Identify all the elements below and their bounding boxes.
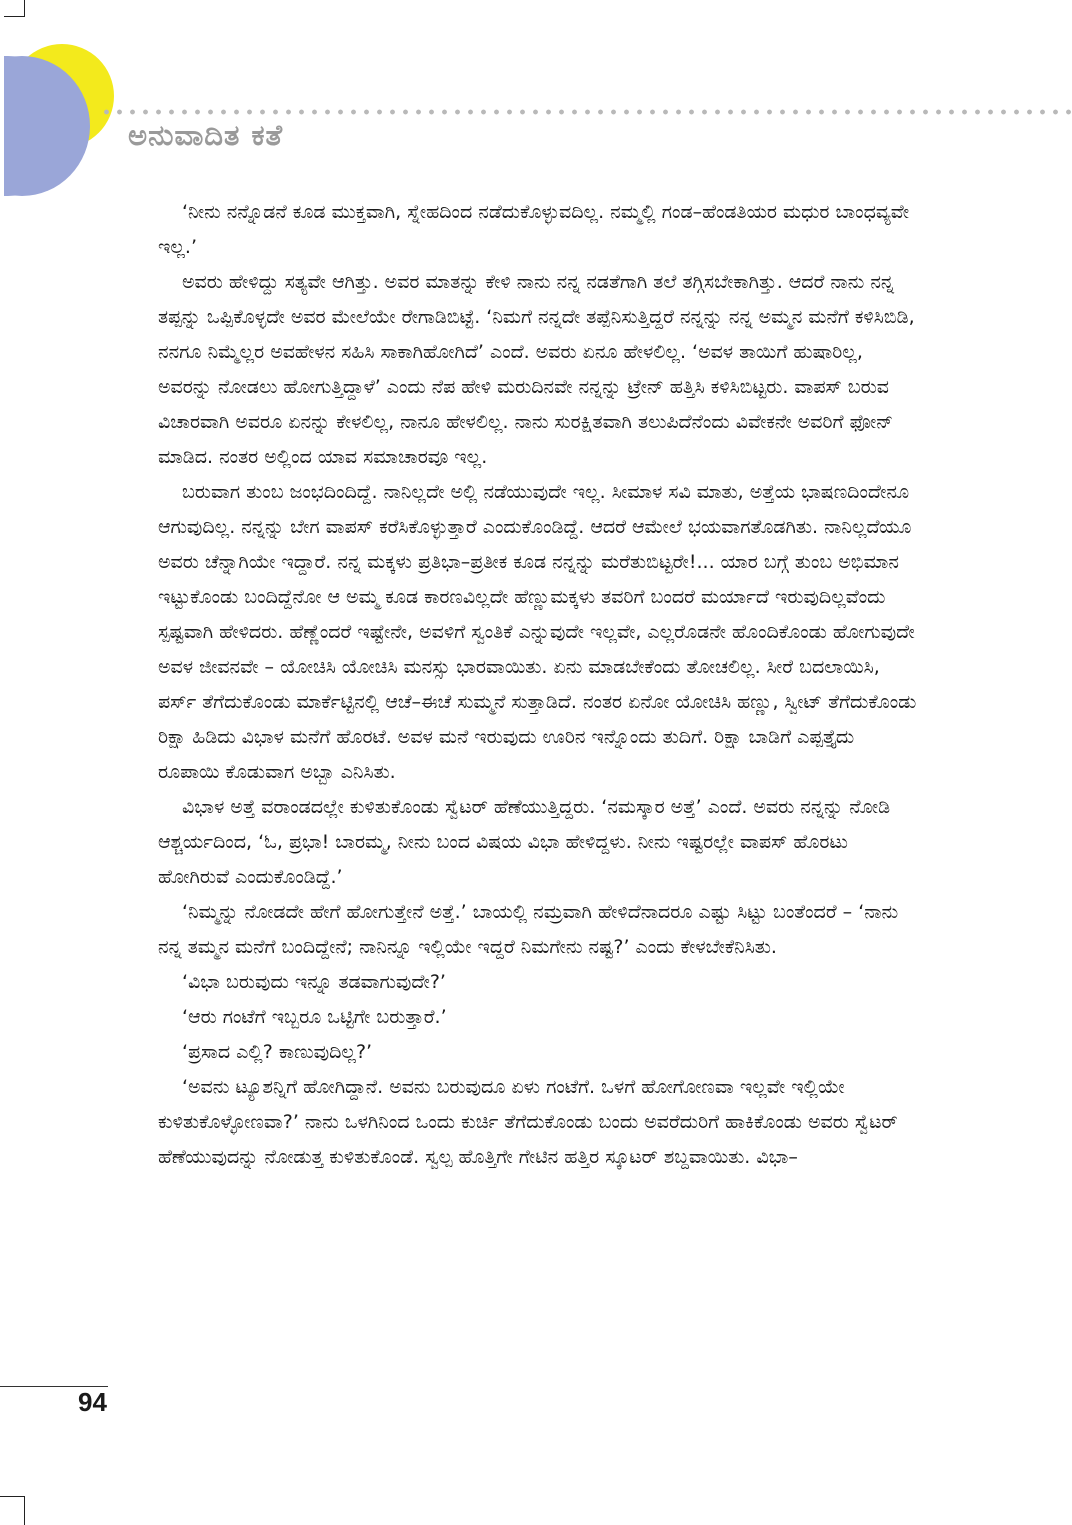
paragraph: ‘ಅವನು ಟ್ಯೂಶನ್ನಿಗೆ ಹೋಗಿದ್ದಾನೆ. ಅವನು ಬರುವುದೂ ಏಳು ಗಂಟೆಗೆ. ಒಳಗೆ ಹೋಗೋಣವಾ ಇಲ್ಲವೇ ಇಲ್ಲಿಯೇ ಕುಳಿತುಕೊಳ್ಳೋಣವಾ?’ ನಾನು ಒಳಗಿನಿಂದ ಒಂದು ಕುರ್ಚಿ ತೆಗೆದುಕೊಂಡು ಬಂದು ಅವರೆದುರಿಗೆ ಹಾಕಿಕೊಂಡು ಅವರು ಸ್ವೆಟರ್ ಹೆಣೆಯುವುದನ್ನು ನೋಡುತ್ತ ಕುಳಿತುಕೊಂಡೆ. ಸ್ವಲ್ಪ ಹೊತ್ತಿಗೇ ಗೇಟಿನ ಹತ್ತಿರ ಸ್ಕೂಟರ್ ಶಬ್ದವಾಯಿತು. ವಿಭಾ– <box>158 1076 898 1168</box>
paragraph: ‘ಆರು ಗಂಟೆಗೆ ಇಬ್ಬರೂ ಒಟ್ಟಿಗೇ ಬರುತ್ತಾರೆ.’ <box>182 1006 447 1028</box>
paragraph: ‘ಪ್ರಸಾದ ಎಲ್ಲಿ? ಕಾಣುವುದಿಲ್ಲ?’ <box>182 1041 373 1063</box>
page-number: 94 <box>78 1387 107 1417</box>
paragraph: ‘ವಿಭಾ ಬರುವುದು ಇನ್ನೂ ತಡವಾಗುವುದೇ?’ <box>182 971 446 993</box>
paragraph: ‘ನೀನು ನನ್ನೊಡನೆ ಕೂಡ ಮುಕ್ತವಾಗಿ, ಸ್ನೇಹದಿಂದ ನಡೆದುಕೊಳ್ಳುವದಿಲ್ಲ. ನಮ್ಮಲ್ಲಿ ಗಂಡ–ಹೆಂಡತಿಯರ ಮಧುರ ಬಾಂಧವ್ಯವೇ ಇಲ್ಲ.’ <box>158 201 910 258</box>
paragraph: ಬರುವಾಗ ತುಂಬ ಜಂಭದಿಂದಿದ್ದೆ. ನಾನಿಲ್ಲದೇ ಅಲ್ಲಿ ನಡೆಯುವುದೇ ಇಲ್ಲ. ಸೀಮಾಳ ಸವಿ ಮಾತು, ಅತ್ತೆಯ ಭಾಷಣದಿಂದೇನೂ ಆಗುವುದಿಲ್ಲ. ನನ್ನನ್ನು ಬೇಗ ವಾಪಸ್ ಕರೆಸಿಕೊಳ್ಳುತ್ತಾರೆ ಎಂದುಕೊಂಡಿದ್ದೆ. ಆದರೆ ಆಮೇಲೆ ಭಯವಾಗತೊಡಗಿತು. ನಾನಿಲ್ಲದೆಯೂ ಅವರು ಚೆನ್ನಾಗಿಯೇ ಇದ್ದಾರೆ. ನನ್ನ ಮಕ್ಕಳು ಪ್ರತಿಭಾ–ಪ್ರತೀಕ ಕೂಡ ನನ್ನನ್ನು ಮರೆತುಬಿಟ್ಟರೇ!... ಯಾರ ಬಗ್ಗೆ ತುಂಬ ಅಭಿಮಾನ ಇಟ್ಟುಕೊಂಡು ಬಂದಿದ್ದೆನೋ ಆ ಅಮ್ಮ ಕೂಡ ಕಾರಣವಿಲ್ಲದೇ ಹೆಣ್ಣುಮಕ್ಕಳು ತವರಿಗೆ ಬಂದರೆ ಮರ್ಯಾದೆ ಇರುವುದಿಲ್ಲವೆಂದು ಸ್ಪಷ್ಟವಾಗಿ ಹೇಳಿದರು. ಹೆಣ್ಣೆಂದರೆ ಇಷ್ಟೇನೇ, ಅವಳಿಗೆ ಸ್ವಂತಿಕೆ ಎನ್ನುವುದೇ ಇಲ್ಲವೇ, ಎಲ್ಲರೊಡನೇ ಹೊಂದಿಕೊಂಡು ಹೋಗುವುದೇ ಅವಳ ಜೀವನವೇ – ಯೋಚಿಸಿ ಯೋಚಿಸಿ ಮನಸ್ಸು ಭಾರವಾಯಿತು. ಏನು ಮಾಡಬೇಕೆಂದು ತೋಚಲಿಲ್ಲ. ಸೀರೆ ಬದಲಾಯಿಸಿ, ಪರ್ಸ್ ತೆಗೆದುಕೊಂಡು ಮಾರ್ಕೆಟ್ಟಿನಲ್ಲಿ ಆಚೆ–ಈಚೆ ಸುಮ್ಮನೆ ಸುತ್ತಾಡಿದೆ. ನಂತರ ಏನೋ ಯೋಚಿಸಿ ಹಣ್ಣು, ಸ್ವೀಟ್ ತೆಗೆದುಕೊಂಡು ರಿಕ್ಷಾ ಹಿಡಿದು ವಿಭಾಳ ಮನೆಗೆ ಹೊರಟೆ. ಅವಳ ಮನೆ ಇರುವುದು ಊರಿನ ಇನ್ನೊಂದು ತುದಿಗೆ. ರಿಕ್ಷಾ ಬಾಡಿಗೆ ಎಪ್ಪತ್ತೈದು ರೂಪಾಯಿ ಕೊಡುವಾಗ ಅಬ್ಬಾ ಎನಿಸಿತು. <box>158 481 917 783</box>
paragraph: ‘ನಿಮ್ಮನ್ನು ನೋಡದೇ ಹೇಗೆ ಹೋಗುತ್ತೇನೆ ಅತ್ತೆ.’ ಬಾಯಲ್ಲಿ ನಮ್ರವಾಗಿ ಹೇಳಿದೆನಾದರೂ ಎಷ್ಟು ಸಿಟ್ಟು ಬಂತೆಂದರೆ – ‘ನಾನು ನನ್ನ ತಮ್ಮನ ಮನೆಗೆ ಬಂದಿದ್ದೇನೆ; ನಾನಿನ್ನೂ ಇಲ್ಲಿಯೇ ಇದ್ದರೆ ನಿಮಗೇನು ನಷ್ಟ?’ ಎಂದು ಕೇಳಬೇಕೆನಿಸಿತು. <box>158 901 899 958</box>
paragraph: ವಿಭಾಳ ಅತ್ತೆ ವರಾಂಡದಲ್ಲೇ ಕುಳಿತುಕೊಂಡು ಸ್ವೆಟರ್ ಹೆಣೆಯುತ್ತಿದ್ದರು. ‘ನಮಸ್ಕಾರ ಅತ್ತೆ’ ಎಂದೆ. ಅವರು ನನ್ನನ್ನು ನೋಡಿ ಆಶ್ಚರ್ಯದಿಂದ, ‘ಓ, ಪ್ರಭಾ! ಬಾರಮ್ಮ, ನೀನು ಬಂದ ವಿಷಯ ವಿಭಾ ಹೇಳಿದ್ದಳು. ನೀನು ಇಷ್ಟರಲ್ಲೇ ವಾಪಸ್ ಹೊರಟು ಹೋಗಿರುವೆ ಎಂದುಕೊಂಡಿದ್ದೆ.’ <box>158 796 891 888</box>
decorative-circles <box>0 0 130 210</box>
crop-mark-bottom-v <box>24 1496 25 1525</box>
dotted-rule <box>100 108 1072 116</box>
section-title: ಅನುವಾದಿತ ಕತೆ <box>128 118 284 152</box>
story-text <box>158 195 918 1175</box>
crop-mark-bottom-h <box>0 1496 24 1497</box>
paragraph: ಅವರು ಹೇಳಿದ್ದು ಸತ್ಯವೇ ಆಗಿತ್ತು. ಅವರ ಮಾತನ್ನು ಕೇಳಿ ನಾನು ನನ್ನ ನಡತೆಗಾಗಿ ತಲೆ ತಗ್ಗಿಸಬೇಕಾಗಿತ್ತು. ಆದರೆ ನಾನು ನನ್ನ ತಪ್ಪನ್ನು ಒಪ್ಪಿಕೊಳ್ಳದೇ ಅವರ ಮೇಲೆಯೇ ರೇಗಾಡಿಬಿಟ್ಟೆ. ‘ನಿಮಗೆ ನನ್ನದೇ ತಪ್ಪೆನಿಸುತ್ತಿದ್ದರೆ ನನ್ನನ್ನು ನನ್ನ ಅಮ್ಮನ ಮನೆಗೆ ಕಳಿಸಿಬಿಡಿ, ನನಗೂ ನಿಮ್ಮೆಲ್ಲರ ಅವಹೇಳನ ಸಹಿಸಿ ಸಾಕಾಗಿಹೋಗಿದೆ’ ಎಂದೆ. ಅವರು ಏನೂ ಹೇಳಲಿಲ್ಲ. ‘ಅವಳ ತಾಯಿಗೆ ಹುಷಾರಿಲ್ಲ, ಅವರನ್ನು ನೋಡಲು ಹೋಗುತ್ತಿದ್ದಾಳೆ’ ಎಂದು ನೆಪ ಹೇಳಿ ಮರುದಿನವೇ ನನ್ನನ್ನು ಟ್ರೇನ್ ಹತ್ತಿಸಿ ಕಳಿಸಿಬಿಟ್ಟರು. ವಾಪಸ್ ಬರುವ ವಿಚಾರವಾಗಿ ಅವರೂ ಏನನ್ನು ಕೇಳಲಿಲ್ಲ, ನಾನೂ ಹೇಳಲಿಲ್ಲ. ನಾನು ಸುರಕ್ಷಿತವಾಗಿ ತಲುಪಿದೆನೆಂದು ವಿವೇಕನೇ ಅವರಿಗೆ ಫೋನ್ ಮಾಡಿದ. ನಂತರ ಅಲ್ಲಿಂದ ಯಾವ ಸಮಾಚಾರವೂ ಇಲ್ಲ. <box>158 271 915 468</box>
